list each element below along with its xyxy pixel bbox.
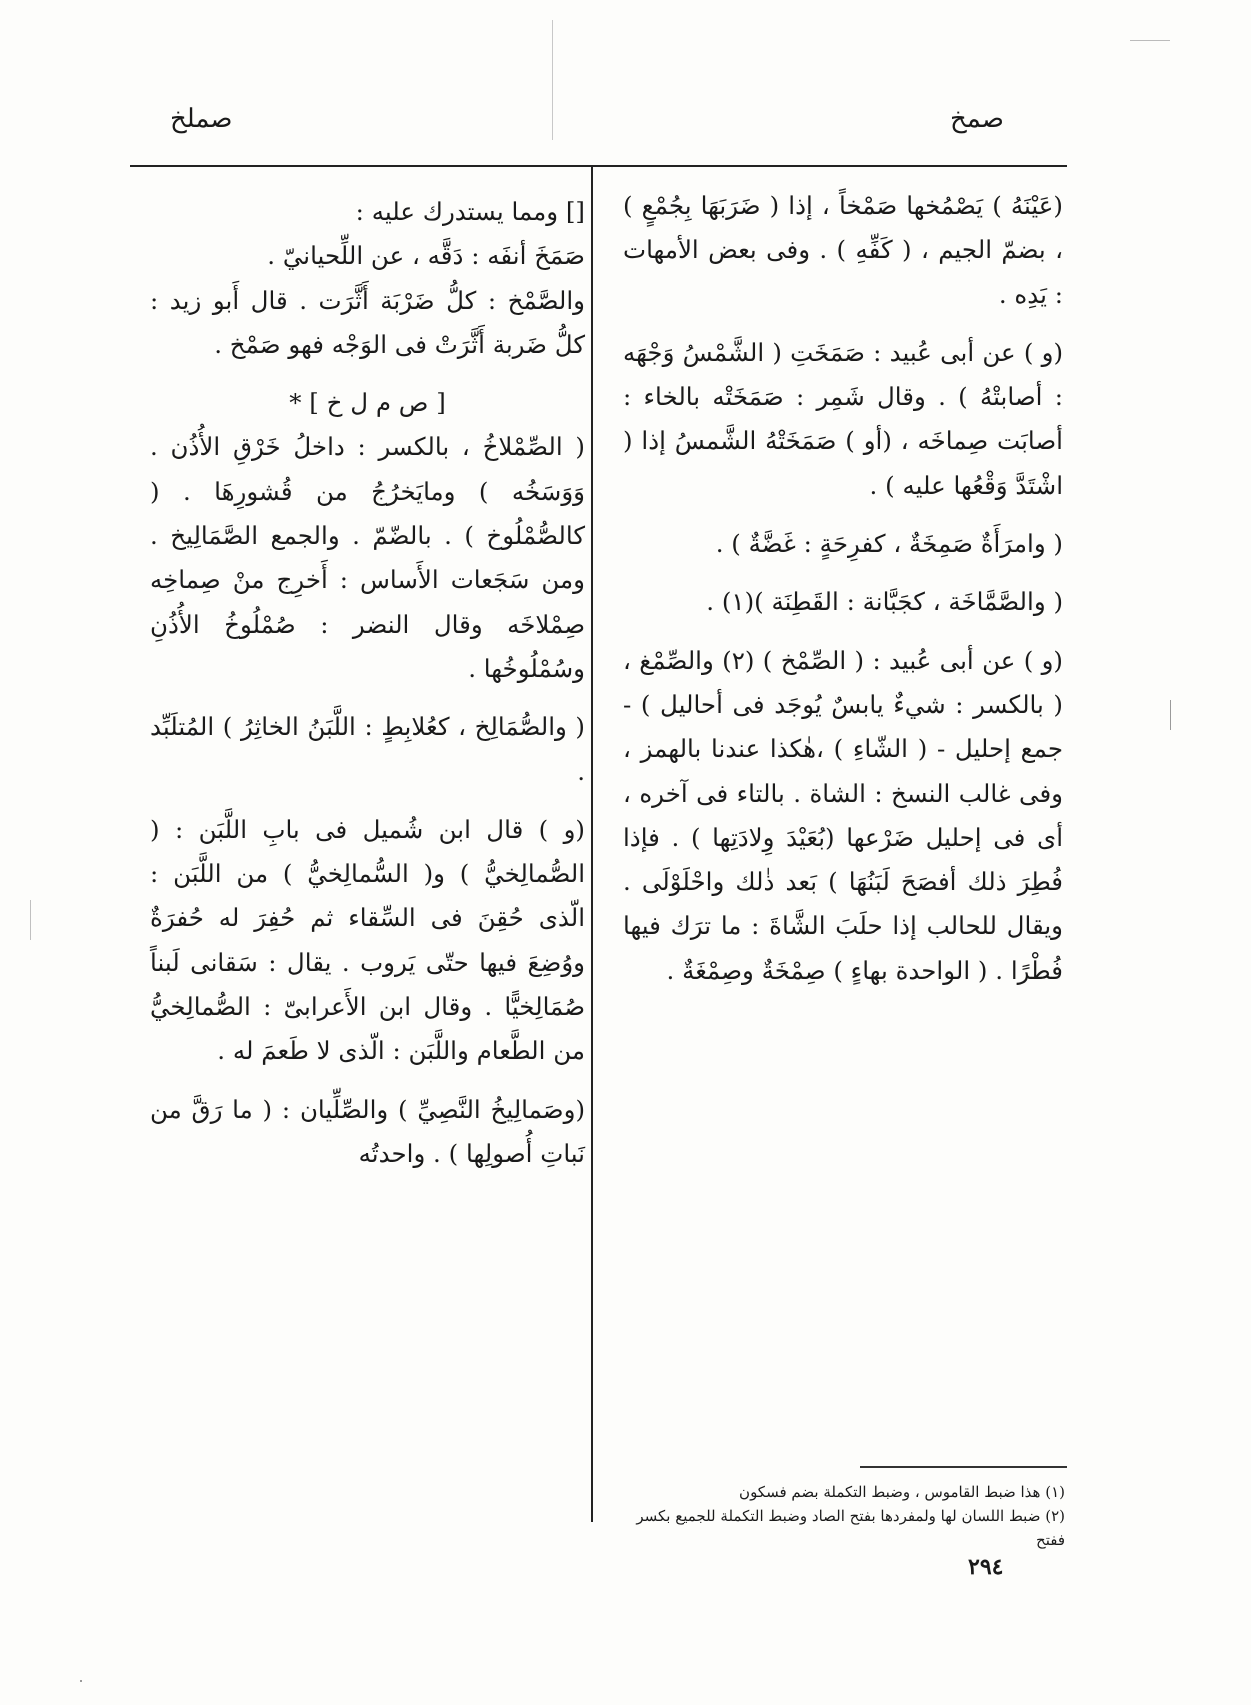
page-number: ٢٩٤ <box>968 1554 1004 1580</box>
left-paragraph-6: (و ) قال ابن شُميل فى بابِ اللَّبَن : ( الصُّمالِخيُّ ) و( السُّمالِخيُّ ) من اللَّبَن : الّذى حُقِنَ فى السِّقاء ثم حُفِرَ له حُفرَةٌ ووُضِعَ فيها حتّى يَروب . يقال : سَقانى لَبناً صُمَالِخيًّا . وقال ابن الأَعرابىّ : الصُّمالِخيُّ من الطَّعام واللَّبَن : الّذى لا طَعمَ له . <box>150 814 585 1066</box>
right-paragraph-3: ( وامرَأَةٌ صَمِخَةٌ ، كفرِحَةٍ : غَضَّةٌ ) . <box>715 529 1063 559</box>
scan-speck <box>1170 700 1171 730</box>
left-paragraph-5: ( والصُّمَالِخ ، كعُلابِطٍ : اللَّبَنُ الخاثِرُ ) المُتلَبِّد . <box>150 712 585 786</box>
header-rule <box>130 165 1067 167</box>
entry-heading: [ ص م ل خ ] * <box>289 388 446 418</box>
footnote-rule <box>860 1466 1067 1468</box>
left-paragraph-2: صَمَخَ أنفَه : دَقَّه ، عن اللِّحيانيّ . <box>267 241 585 271</box>
footnote-1: (١) هذا ضبط القاموس ، وضبط التكملة بضم فسكون <box>739 1483 1065 1501</box>
running-head-right: صمخ <box>950 104 1004 134</box>
left-paragraph-4: ( الصِّمْلاخُ ، بالكسر : داخلُ خَرْقِ الأُذُن . وَوَسَخُه ) ومايَخرُجُ من قُشورِهَا . ( كالصُّمْلُوخ ) . بالضّمّ . والجمع الصَّمَالِيخ . ومن سَجَعات الأَساس : أَخرِج منْ صِماخِه صِمْلاخَه وقال النضر : صُمْلُوخُ الأُذُنِ وسُمْلُوخُها . <box>150 432 585 683</box>
right-column <box>623 184 1063 993</box>
right-paragraph-5: (و ) عن أبى عُبيد : ( الصِّمْخ ) (٢) والصِّمْغ ،( بالكسر : شيءٌ يابسٌ يُوجَد فى أحاليل ) - جمع إحليل - ( الشّاءِ ) ،هٰكذا عندنا بالهمز ، وفى غالب النسخ : الشاة . بالتاء فى آخره ، أى فى إحليل ضَرْعها (بُعَيْدَ وِلادَتِها ) . فإذا فُطِرَ ذلك أفصَحَ لَبَنُهَا ) بَعد ذٰلك واحْلَوْلَى . ويقال للحالب إذا حلَبَ الشَّاةَ : ما ترَك فيها فُطْرًا . ( الواحدة بهاءٍ ) صِمْخَةٌ وصِمْغَةٌ . <box>623 645 1063 985</box>
left-paragraph-7: (وصَمالِيخُ النَّصِيِّ ) والصِّلِّيان : ( ما رَقَّ من نَباتِ أُصولِها ) . واحدتُه <box>150 1094 585 1168</box>
scan-speck <box>1130 40 1170 41</box>
scan-speck <box>80 1680 82 1682</box>
right-paragraph-1: (عَيْنَهُ ) يَصْمُخها صَمْخاً ، إذا ( ضَرَبَهَا بِجُمْعٍ ) ، بضمّ الجيم ، ( كَفِّهِ ) . وفى بعض الأمهات : يَدِه . <box>623 191 1063 309</box>
left-paragraph-3: والصَّمْخ : كلُّ ضَرْبَة أَثَّرَت . قال أَبو زيد : كلُّ ضَربة أَثَّرَتْ فى الوَجْه فهو صَمْخ . <box>150 285 585 359</box>
column-divider <box>591 167 593 1522</box>
left-column <box>150 190 585 1176</box>
scan-speck <box>552 20 553 140</box>
footnote-2: (٢) ضبط اللسان لها ولمفردها بفتح الصاد وضبط التكملة للجميع بكسر ففتح <box>636 1507 1065 1549</box>
right-paragraph-2: (و ) عن أبى عُبيد : صَمَخَتِ ( الشَّمْسُ وَجْهَه : أصابتْهُ ) . وقال شَمِر : صَمَخَتْه بالخاء : أصابَت صِماخَه ، (أو ) صَمَخَتْهُ الشَّمسُ إذا ( اشْتَدَّ وَقْعُها عليه ) . <box>623 337 1063 500</box>
running-head-left: صملخ <box>170 104 233 134</box>
left-paragraph-1: [] ومما يستدرك عليه : <box>355 197 585 226</box>
footnotes <box>620 1480 1065 1552</box>
right-paragraph-4: ( والصَّمَّاخَة ، كجَبَّانة : القَطِنَة )(١) . <box>706 587 1063 617</box>
scan-speck <box>30 900 31 940</box>
